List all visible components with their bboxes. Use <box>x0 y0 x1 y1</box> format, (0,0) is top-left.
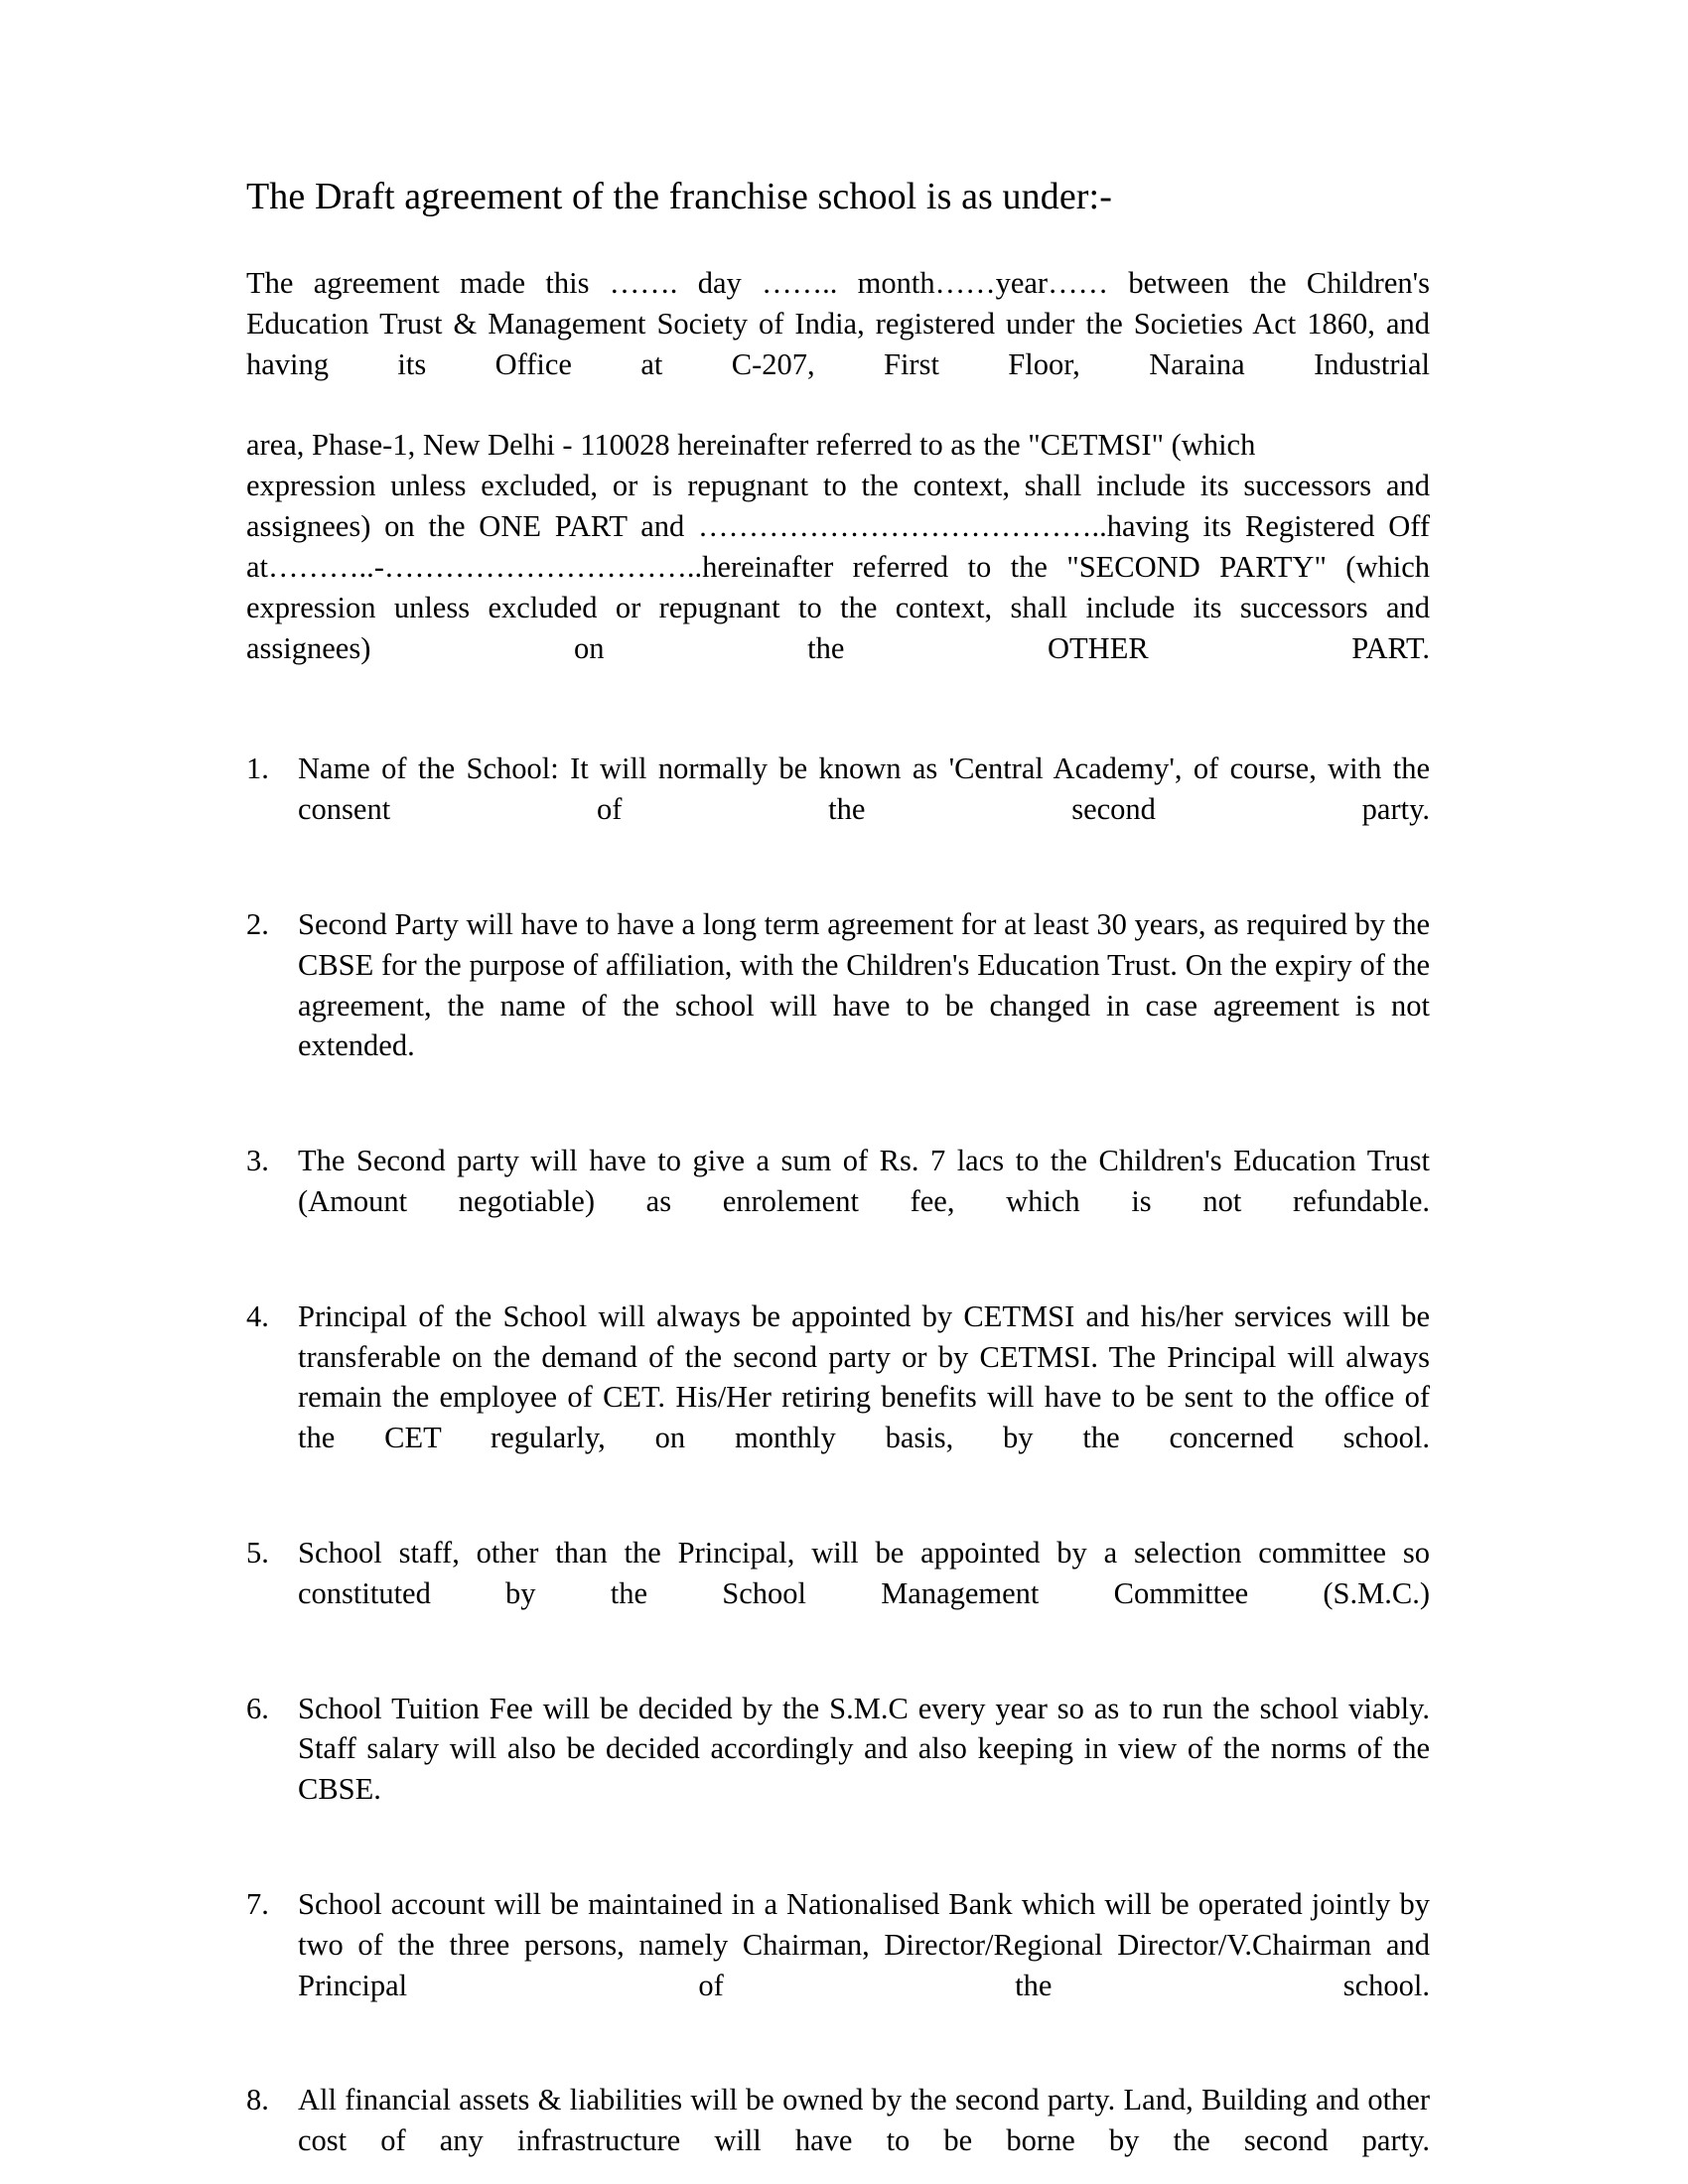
clause-list <box>246 749 1430 2184</box>
clause-number: 7. <box>246 1887 269 1922</box>
clause-item <box>246 1689 1430 1850</box>
clause-text: Second Party will have to have a long term agreement for at least 30 years, as required by the CBSE for the purpose of affiliation, with the Children's Education Trust. On the expiry of the agreement, the name of the school will have to be changed in case agreement is not extended. <box>298 906 1430 1063</box>
clause-text: All financial assets & liabilities will be owned by the second party. Land, Building and other cost of any infrastructure will have to be borne by the second party. <box>298 2083 1430 2158</box>
clause-text: School account will be maintained in a Nationalised Bank which will be operated jointly by two of the three persons, namely Chairman, Director/Regional Director/V.Chairman and Principal of the school. <box>298 1887 1430 2002</box>
clause-text: Name of the School: It will normally be known as 'Central Academy', of course, with the consent of the second party. <box>298 751 1430 827</box>
clause-item <box>246 904 1430 1107</box>
intro-paragraph-part-3: expression unless excluded, or is repugnant to the context, shall include its successors and assignees) on the ONE PART and …………………………………..having its Registered Off at………..-…………………………..hereinafter referred to the "SECOND PARTY" (which expression unless excluded or repugnant to the context, shall include its successors and assignees) on the OTHER PART. <box>246 469 1430 665</box>
clause-number: 1. <box>246 751 269 786</box>
clause-text: School Tuition Fee will be decided by the S.M.C every year so as to run the school viably. Staff salary will also be decided accordingly and also keeping in view of the norms of the CBSE. <box>298 1691 1430 1807</box>
clause-text: Principal of the School will always be appointed by CETMSI and his/her services will be transferable on the demand of the second party or by CETMSI. The Principal will always remain the employee of CET. His/Her retiring benefits will have to be sent to the office of the CET regularly, on monthly basis, by the concerned school. <box>298 1298 1430 1455</box>
clause-item <box>246 1141 1430 1263</box>
clause-item <box>246 1297 1430 1499</box>
intro-paragraph <box>246 263 1430 709</box>
clause-number: 6. <box>246 1691 269 1725</box>
clause-number: 3. <box>246 1144 269 1178</box>
clause-number: 5. <box>246 1536 269 1570</box>
clause-number: 2. <box>246 906 269 941</box>
document-content <box>246 175 1430 2184</box>
intro-paragraph-part-2: area, Phase-1, New Delhi - 110028 hereinafter referred to as the "CETMSI" (which <box>246 428 1256 463</box>
clause-item <box>246 749 1430 871</box>
clause-number: 8. <box>246 2083 269 2117</box>
page-title: The Draft agreement of the franchise school is as under:- <box>246 176 1112 217</box>
clause-item <box>246 2080 1430 2184</box>
clause-number: 4. <box>246 1298 269 1333</box>
clause-item <box>246 1533 1430 1655</box>
clause-text: The Second party will have to give a sum of Rs. 7 lacs to the Children's Education Trust (Amount negotiable) as enrolement fee, which is not refundable. <box>298 1144 1430 1219</box>
intro-paragraph-part-1: The agreement made this ……. day …….. month……year…… between the Children's Education Trust & Management Society of India, registered under the Societies Act 1860, and having its Office at C-207, First Floor, Naraina Industrial <box>246 265 1430 381</box>
clause-item <box>246 1884 1430 2046</box>
clause-text: School staff, other than the Principal, will be appointed by a selection committee so constituted by the School Management Committee (S.M.C.) <box>298 1536 1430 1610</box>
